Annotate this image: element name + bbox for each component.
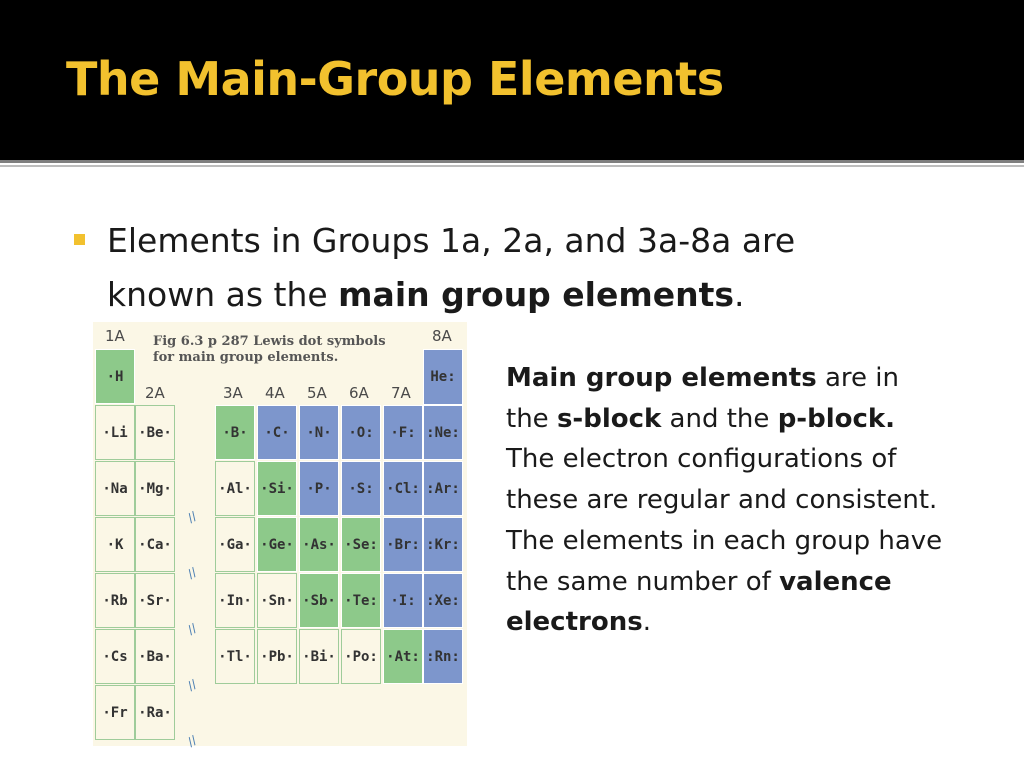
group-label-2a: 2A	[145, 384, 165, 402]
element-cell-as: ·As·	[299, 517, 339, 572]
element-cell-n: ·N·	[299, 405, 339, 460]
element-cell-fr: ·Fr	[95, 685, 135, 740]
element-cell-mg: ·Mg·	[135, 461, 175, 516]
element-cell-at: ·At:	[383, 629, 423, 684]
bold-s-block: s-block	[556, 403, 662, 434]
element-cell-be: ·Be·	[135, 405, 175, 460]
bullet-bold-text: main group elements	[338, 275, 735, 314]
element-cell-he: He:	[423, 349, 463, 405]
element-cell-i: ·I:	[383, 573, 423, 628]
gap-break-mark: //	[185, 676, 200, 694]
element-cell-ge: ·Ge·	[257, 517, 297, 572]
explanation-paragraph-1	[506, 358, 946, 439]
element-cell-cl: ·Cl:	[383, 461, 423, 516]
element-cell-rn: :Rn:	[423, 629, 463, 684]
header-divider	[0, 160, 1024, 163]
element-cell-sn: ·Sn·	[257, 573, 297, 628]
gap-break-mark: //	[185, 508, 200, 526]
text-are-in-the: are in the	[506, 363, 899, 434]
element-cell-ca: ·Ca·	[135, 517, 175, 572]
element-cell-cs: ·Cs	[95, 629, 135, 684]
caption-line-2: for main group elements.	[153, 350, 339, 365]
element-cell-tl: ·Tl·	[215, 629, 255, 684]
group-label-5a: 5A	[307, 384, 327, 402]
gap-break-mark: //	[185, 564, 200, 582]
element-cell-b: ·B·	[215, 405, 255, 460]
gap-break-mark: //	[185, 620, 200, 638]
element-cell-sr: ·Sr·	[135, 573, 175, 628]
element-cell-br: ·Br:	[383, 517, 423, 572]
element-cell-k: ·K	[95, 517, 135, 572]
bullet-point	[107, 214, 907, 322]
element-cell-li: ·Li	[95, 405, 135, 460]
element-cell-al: ·Al·	[215, 461, 255, 516]
group-label-7a: 7A	[391, 384, 411, 402]
element-cell-po: ·Po:	[341, 629, 381, 684]
bold-valence-electrons: valence electrons	[506, 566, 892, 638]
caption-line-1: Fig 6.3 p 287 Lewis dot symbols	[153, 334, 386, 349]
element-cell-xe: :Xe:	[423, 573, 463, 628]
group-label-4a: 4A	[265, 384, 285, 402]
element-cell-pb: ·Pb·	[257, 629, 297, 684]
element-cell-te: ·Te:	[341, 573, 381, 628]
element-cell-o: ·O:	[341, 405, 381, 460]
group-label-3a: 3A	[223, 384, 243, 402]
text-and-the: and the	[661, 403, 778, 434]
explanation-paragraph-3	[506, 521, 946, 643]
gap-break-mark: //	[185, 732, 200, 750]
element-cell-p: ·P·	[299, 461, 339, 516]
element-cell-ra: ·Ra·	[135, 685, 175, 740]
element-cell-c: ·C·	[257, 405, 297, 460]
explanation-text	[506, 358, 946, 643]
explanation-paragraph-2: The electron configurations of these are regular and consistent.	[506, 444, 938, 516]
element-cell-na: ·Na	[95, 461, 135, 516]
element-cell-ga: ·Ga·	[215, 517, 255, 572]
text-same-number-of: The elements in each group have the same number of	[506, 525, 943, 597]
figure-caption	[153, 334, 413, 366]
group-label-6a: 6A	[349, 384, 369, 402]
group-label-1a: 1A	[105, 327, 125, 345]
bullet-text-before: Elements in Groups 1a, 2a, and 3a-8a are known as the	[107, 221, 796, 314]
element-cell-in: ·In·	[215, 573, 255, 628]
text-period: .	[642, 607, 651, 638]
element-cell-h: ·H	[95, 349, 135, 404]
element-cell-ar: :Ar:	[423, 461, 463, 516]
bullet-text-after: .	[734, 275, 745, 314]
element-cell-sb: ·Sb·	[299, 573, 339, 628]
element-cell-f: ·F:	[383, 405, 423, 460]
slide-title: The Main-Group Elements	[66, 52, 724, 106]
group-label-8a: 8A	[432, 327, 452, 345]
element-cell-rb: ·Rb	[95, 573, 135, 628]
element-cell-ba: ·Ba·	[135, 629, 175, 684]
slide-header	[0, 0, 1024, 160]
bold-main-group-elements: Main group elements	[506, 363, 817, 393]
element-cell-si: ·Si·	[257, 461, 297, 516]
element-cell-bi: ·Bi·	[299, 629, 339, 684]
element-cell-s: ·S:	[341, 461, 381, 516]
element-cell-se: ·Se:	[341, 517, 381, 572]
element-cell-ne: :Ne:	[423, 405, 463, 460]
bullet-square-icon	[74, 234, 85, 245]
element-cell-kr: :Kr:	[423, 517, 463, 572]
lewis-dot-figure	[93, 322, 467, 750]
header-divider-light	[0, 165, 1024, 167]
bold-p-block: p-block.	[777, 403, 896, 434]
